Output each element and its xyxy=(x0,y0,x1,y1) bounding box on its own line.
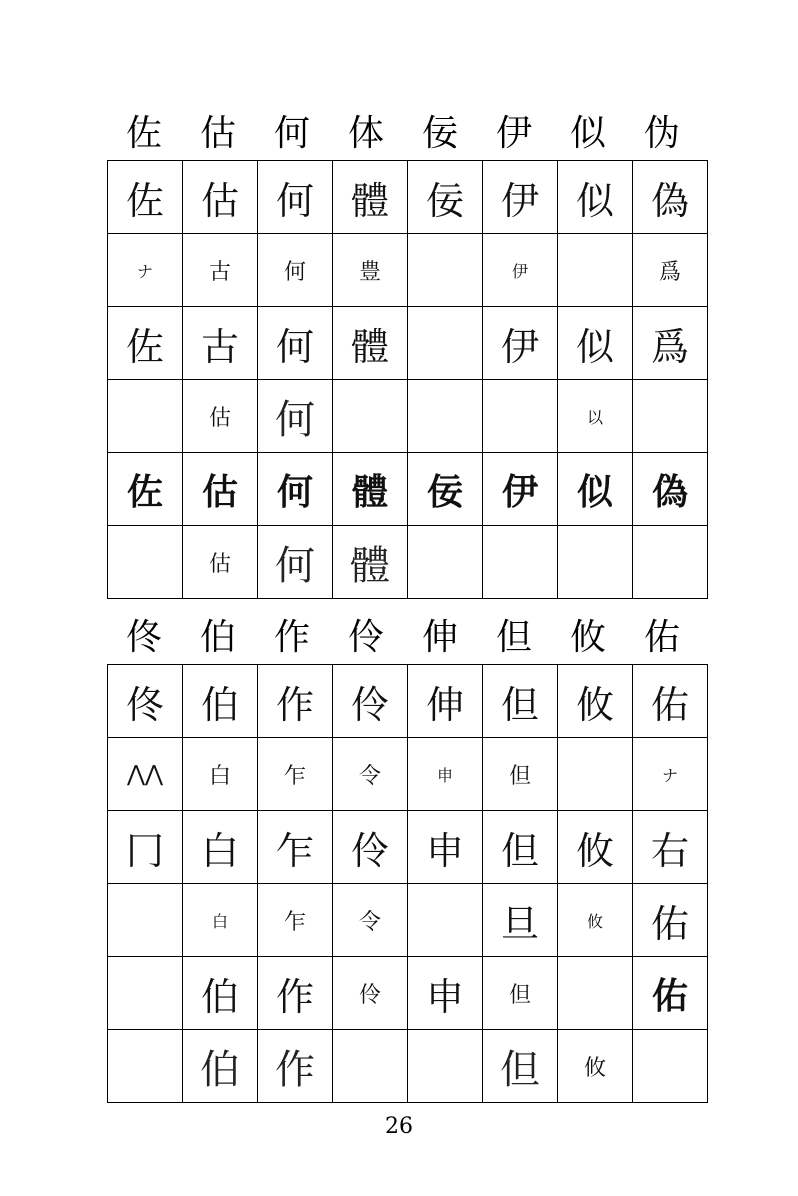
ancient-glyph: 爲 xyxy=(658,259,681,285)
grid-cell xyxy=(483,453,558,526)
ancient-glyph: 佟 xyxy=(125,682,164,727)
grid-cell xyxy=(633,453,708,526)
column-header: 何 xyxy=(273,113,310,154)
ancient-glyph: 右 xyxy=(650,828,689,873)
grid-cell xyxy=(483,665,558,738)
grid-cell xyxy=(333,884,408,957)
grid-cell xyxy=(108,738,183,811)
column-header: 佑 xyxy=(643,617,680,658)
ancient-glyph: 但 xyxy=(500,828,539,873)
grid-cell xyxy=(108,380,183,453)
ancient-glyph: 伶 xyxy=(350,682,389,727)
grid-cell xyxy=(333,957,408,1030)
grid-cell xyxy=(558,811,633,884)
ancient-glyph: 估 xyxy=(208,551,231,577)
ancient-glyph: 作 xyxy=(275,974,314,1019)
grid-row xyxy=(108,161,708,234)
grid-cell xyxy=(483,526,558,599)
grid-cell xyxy=(108,665,183,738)
ancient-glyph: 白 xyxy=(208,763,231,789)
grid-row xyxy=(108,526,708,599)
grid-cell xyxy=(258,738,333,811)
grid-cell xyxy=(558,738,633,811)
ancient-glyph: 但 xyxy=(500,682,539,727)
ancient-glyph: 何 xyxy=(275,396,315,443)
grid-cell xyxy=(558,161,633,234)
grid-cell xyxy=(633,738,708,811)
ancient-glyph: 佐 xyxy=(125,178,164,223)
grid-cell xyxy=(333,811,408,884)
grid-cell xyxy=(633,307,708,380)
column-header: 伸 xyxy=(421,617,458,658)
ancient-glyph: 偽 xyxy=(650,178,689,223)
column-header: 作 xyxy=(273,617,310,658)
grid-cell xyxy=(258,161,333,234)
character-grid xyxy=(107,664,708,1103)
grid-cell xyxy=(408,811,483,884)
grid-cell xyxy=(183,526,258,599)
grid-cell xyxy=(333,1030,408,1103)
grid-row xyxy=(108,665,708,738)
header-row xyxy=(107,612,699,664)
ancient-glyph: 伊 xyxy=(511,261,528,281)
grid-cell xyxy=(183,307,258,380)
ancient-glyph: 佑 xyxy=(650,901,689,946)
ancient-glyph: 白 xyxy=(200,828,239,873)
column-header: 伯 xyxy=(199,617,236,658)
grid-row xyxy=(108,1030,708,1103)
ancient-glyph: 何 xyxy=(276,471,313,513)
grid-cell xyxy=(183,957,258,1030)
column-header: 估 xyxy=(199,113,236,154)
ancient-glyph: 乍 xyxy=(275,828,314,873)
column-header: 佐 xyxy=(125,113,162,154)
character-section-2 xyxy=(107,612,699,1103)
column-header: 体 xyxy=(347,113,384,154)
ancient-glyph: 似 xyxy=(576,471,613,513)
ancient-glyph: 伊 xyxy=(500,178,539,223)
grid-cell xyxy=(408,526,483,599)
grid-cell xyxy=(633,884,708,957)
ancient-glyph: 伊 xyxy=(500,324,539,369)
grid-row xyxy=(108,738,708,811)
column-header: 佞 xyxy=(421,113,458,154)
ancient-glyph: 佐 xyxy=(125,324,164,369)
grid-cell xyxy=(108,453,183,526)
ancient-glyph: 伶 xyxy=(350,828,389,873)
ancient-glyph: 何 xyxy=(275,542,315,589)
ancient-glyph: 申 xyxy=(436,765,453,785)
ancient-glyph: 攸 xyxy=(586,911,603,931)
grid-cell xyxy=(408,380,483,453)
column-header: 伶 xyxy=(347,617,384,658)
grid-cell xyxy=(558,665,633,738)
grid-cell xyxy=(633,161,708,234)
column-header: 但 xyxy=(495,617,532,658)
ancient-glyph: 令 xyxy=(358,763,381,789)
grid-cell xyxy=(183,1030,258,1103)
ancient-glyph: 白 xyxy=(211,911,228,931)
grid-cell xyxy=(333,307,408,380)
ancient-glyph: 伯 xyxy=(200,974,239,1019)
ancient-glyph: 佞 xyxy=(426,471,463,513)
column-header: 似 xyxy=(569,113,606,154)
column-header: 伊 xyxy=(495,113,532,154)
grid-cell xyxy=(558,307,633,380)
grid-cell xyxy=(483,1030,558,1103)
ancient-glyph: 攸 xyxy=(575,828,614,873)
ancient-glyph: 體 xyxy=(350,324,389,369)
ancient-glyph: 何 xyxy=(283,259,306,285)
ancient-glyph: 作 xyxy=(275,1046,315,1093)
grid-cell xyxy=(558,453,633,526)
grid-cell xyxy=(183,380,258,453)
ancient-glyph: 估 xyxy=(208,405,231,431)
grid-cell xyxy=(633,665,708,738)
grid-cell xyxy=(108,161,183,234)
ancient-glyph: 何 xyxy=(275,324,314,369)
grid-cell xyxy=(258,957,333,1030)
page-number: 26 xyxy=(385,1114,413,1139)
grid-cell xyxy=(483,161,558,234)
grid-cell xyxy=(183,884,258,957)
grid-row xyxy=(108,884,708,957)
ancient-glyph: 估 xyxy=(201,471,238,513)
ancient-glyph: 體 xyxy=(350,178,389,223)
ancient-glyph: 佑 xyxy=(651,975,688,1017)
grid-row xyxy=(108,307,708,380)
grid-cell xyxy=(333,453,408,526)
grid-cell xyxy=(408,957,483,1030)
ancient-glyph: 伸 xyxy=(425,682,464,727)
grid-cell xyxy=(408,234,483,307)
grid-cell xyxy=(633,811,708,884)
grid-cell xyxy=(108,234,183,307)
grid-row xyxy=(108,811,708,884)
grid-cell xyxy=(333,738,408,811)
ancient-glyph: 估 xyxy=(200,178,239,223)
ancient-glyph: 令 xyxy=(358,909,381,935)
grid-cell xyxy=(108,957,183,1030)
grid-cell xyxy=(258,884,333,957)
ancient-glyph: 伯 xyxy=(200,682,239,727)
grid-cell xyxy=(633,526,708,599)
grid-cell xyxy=(633,380,708,453)
grid-row xyxy=(108,453,708,526)
grid-cell xyxy=(333,665,408,738)
grid-cell xyxy=(108,526,183,599)
grid-cell xyxy=(258,234,333,307)
character-section-1 xyxy=(107,108,699,599)
grid-cell xyxy=(483,307,558,380)
grid-row xyxy=(108,380,708,453)
ancient-glyph: 乍 xyxy=(283,909,306,935)
ancient-glyph: 申 xyxy=(425,974,464,1019)
grid-cell xyxy=(483,957,558,1030)
grid-cell xyxy=(558,884,633,957)
grid-cell xyxy=(183,811,258,884)
ancient-glyph: 爲 xyxy=(650,324,689,369)
ancient-glyph: 伯 xyxy=(200,1046,240,1093)
grid-cell xyxy=(258,380,333,453)
grid-cell xyxy=(183,738,258,811)
ancient-glyph: 古 xyxy=(208,259,231,285)
grid-cell xyxy=(408,738,483,811)
ancient-glyph: 旦 xyxy=(500,901,539,946)
grid-cell xyxy=(183,453,258,526)
grid-cell xyxy=(558,380,633,453)
grid-cell xyxy=(333,161,408,234)
grid-cell xyxy=(258,453,333,526)
grid-cell xyxy=(258,526,333,599)
ancient-glyph: 冂 xyxy=(125,828,164,873)
grid-cell xyxy=(108,811,183,884)
grid-cell xyxy=(408,884,483,957)
ancient-glyph: 乍 xyxy=(283,763,306,789)
ancient-glyph: 體 xyxy=(350,542,390,589)
grid-cell xyxy=(333,380,408,453)
grid-cell xyxy=(258,811,333,884)
grid-cell xyxy=(408,307,483,380)
grid-cell xyxy=(483,738,558,811)
grid-cell xyxy=(108,884,183,957)
grid-cell xyxy=(483,380,558,453)
grid-cell xyxy=(408,161,483,234)
ancient-glyph: 似 xyxy=(575,324,614,369)
grid-row xyxy=(108,957,708,1030)
ancient-glyph: 以 xyxy=(586,407,603,427)
ancient-glyph: 佞 xyxy=(425,178,464,223)
ancient-glyph: 但 xyxy=(508,982,531,1008)
column-header: 攸 xyxy=(569,617,606,658)
ancient-glyph: 古 xyxy=(200,324,239,369)
grid-cell xyxy=(108,307,183,380)
column-header: 佟 xyxy=(125,617,162,658)
column-header: 伪 xyxy=(643,113,680,154)
ancient-glyph: 伊 xyxy=(501,471,538,513)
ancient-glyph: 但 xyxy=(500,1046,540,1093)
grid-cell xyxy=(108,1030,183,1103)
header-row xyxy=(107,108,699,160)
grid-cell xyxy=(258,1030,333,1103)
grid-cell xyxy=(333,526,408,599)
grid-cell xyxy=(558,526,633,599)
grid-cell xyxy=(183,665,258,738)
ancient-glyph: 豊 xyxy=(358,259,381,285)
ancient-glyph: 佐 xyxy=(126,471,163,513)
grid-cell xyxy=(558,234,633,307)
ancient-glyph: ナ xyxy=(661,765,678,785)
grid-cell xyxy=(633,234,708,307)
grid-cell xyxy=(408,1030,483,1103)
grid-cell xyxy=(483,811,558,884)
ancient-glyph: 作 xyxy=(275,682,314,727)
grid-cell xyxy=(183,161,258,234)
grid-cell xyxy=(633,1030,708,1103)
grid-cell xyxy=(483,884,558,957)
grid-cell xyxy=(483,234,558,307)
grid-cell xyxy=(558,957,633,1030)
ancient-glyph: 申 xyxy=(425,828,464,873)
grid-cell xyxy=(333,234,408,307)
ancient-glyph: 攸 xyxy=(575,682,614,727)
ancient-glyph: 佑 xyxy=(650,682,689,727)
ancient-glyph: 何 xyxy=(275,178,314,223)
ancient-glyph: 伶 xyxy=(358,982,381,1008)
grid-cell xyxy=(258,307,333,380)
character-grid xyxy=(107,160,708,599)
ancient-glyph: 攸 xyxy=(583,1055,606,1081)
ancient-glyph: 似 xyxy=(575,178,614,223)
ancient-glyph: ナ xyxy=(136,261,153,281)
grid-row xyxy=(108,234,708,307)
grid-cell xyxy=(258,665,333,738)
ancient-glyph: 體 xyxy=(351,471,388,513)
grid-cell xyxy=(183,234,258,307)
grid-cell xyxy=(558,1030,633,1103)
grid-cell xyxy=(408,453,483,526)
grid-cell xyxy=(408,665,483,738)
ancient-glyph: 偽 xyxy=(651,471,688,513)
ancient-glyph: ⋀⋀ xyxy=(126,761,164,787)
grid-cell xyxy=(633,957,708,1030)
ancient-glyph: 但 xyxy=(508,763,531,789)
